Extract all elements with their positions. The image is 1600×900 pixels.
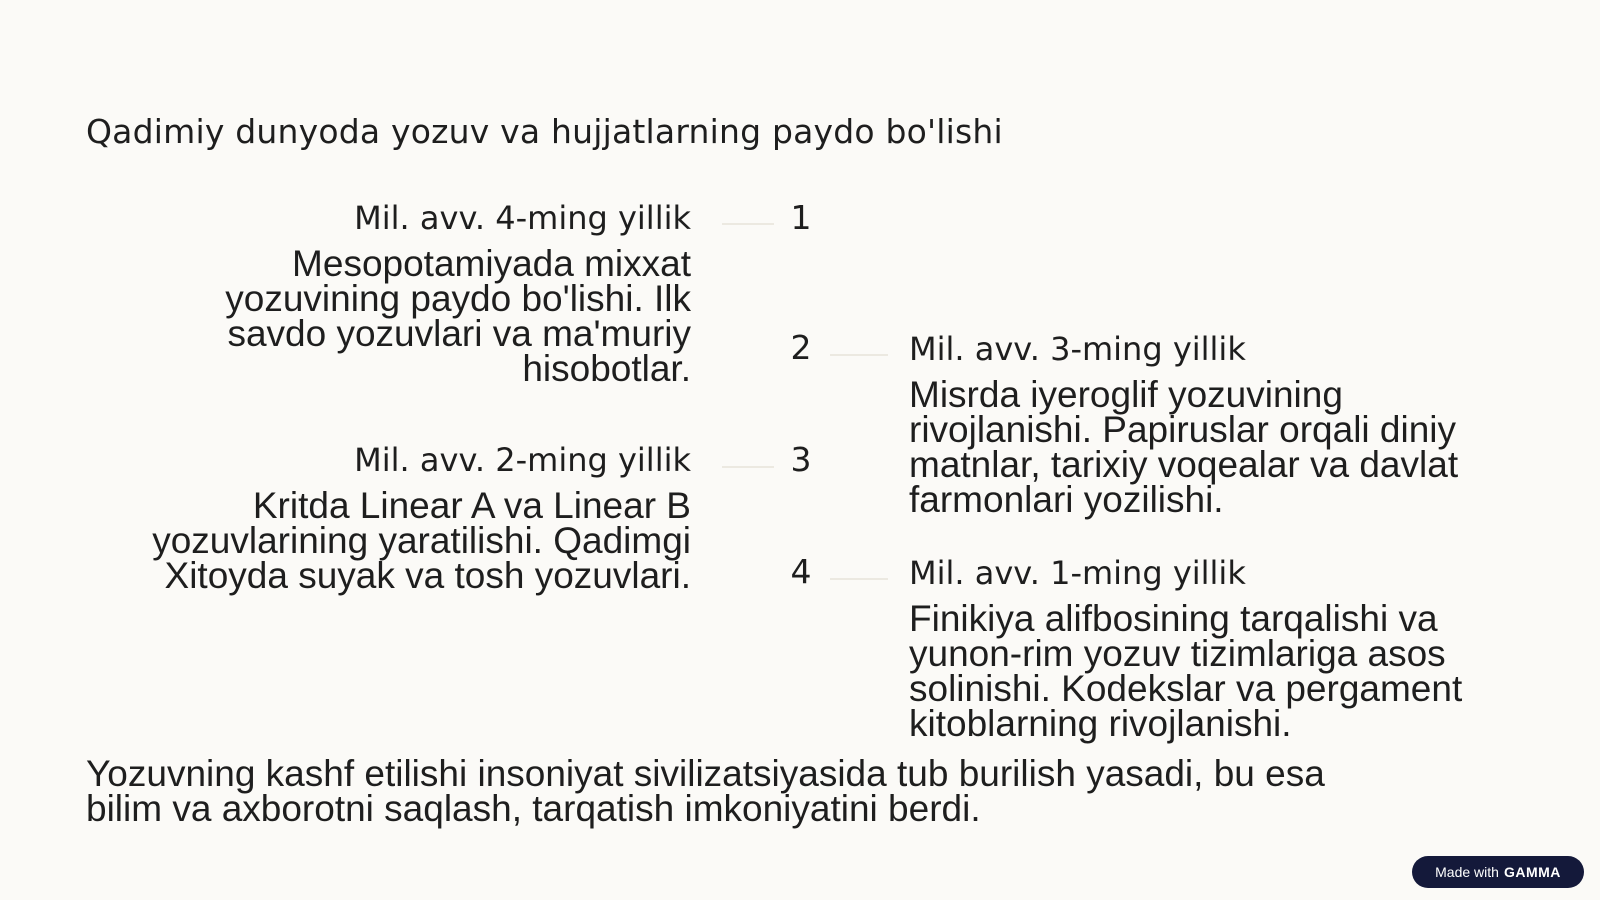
timeline-connector-4 xyxy=(830,578,888,580)
timeline-connector-2 xyxy=(830,354,888,356)
timeline-heading-4: Mil. avv. 1-ming yillik xyxy=(909,554,1246,592)
timeline-heading-2: Mil. avv. 3-ming yillik xyxy=(909,330,1246,368)
timeline-entry-2 xyxy=(909,329,1529,520)
timeline-number-1: 1 xyxy=(790,198,812,237)
timeline-connector-1 xyxy=(722,223,774,225)
timeline-entry-3 xyxy=(90,440,691,596)
timeline-text-1: Mesopotamiyada mixxat yozuvining paydo bo'lishi. Ilk savdo yozuvlari va ma'muriy hisobotlar. xyxy=(225,243,691,389)
timeline-text-3: Kritda Linear A va Linear B yozuvlarining yaratilishi. Qadimgi Xitoyda suyak va tosh yozuvlari. xyxy=(152,485,691,596)
timeline-entry-1 xyxy=(90,198,691,389)
summary-text: Yozuvning kashf etilishi insoniyat sivilizatsiyasida tub burilish yasadi, bu esa bilim va axborotni saqlash, tarqatish imkoniyatini berdi. xyxy=(86,753,1325,829)
made-with-gamma-badge[interactable] xyxy=(1412,856,1584,888)
timeline-connector-3 xyxy=(722,466,774,468)
timeline-number-2: 2 xyxy=(790,328,812,367)
timeline-number-4: 4 xyxy=(790,552,812,591)
timeline-text-2: Misrda iyeroglif yozuvining rivojlanishi. Papiruslar orqali diniy matnlar, tarixiy voqealar va davlat farmonlari yozilishi. xyxy=(909,374,1459,520)
timeline-entry-4 xyxy=(909,553,1529,744)
gamma-logo: GAMMA xyxy=(1503,864,1561,880)
page-title: Qadimiy dunyoda yozuv va hujjatlarning paydo bo'lishi xyxy=(86,112,1003,151)
timeline-text-4: Finikiya alifbosining tarqalishi va yunon-rim yozuv tizimlariga asos solinishi. Kodekslar va pergament kitoblarning rivojlanishi. xyxy=(909,598,1463,744)
timeline-heading-1: Mil. avv. 4-ming yillik xyxy=(354,199,691,237)
timeline-heading-3: Mil. avv. 2-ming yillik xyxy=(354,441,691,479)
timeline-number-3: 3 xyxy=(790,440,812,479)
badge-prefix: Made with xyxy=(1435,864,1499,880)
